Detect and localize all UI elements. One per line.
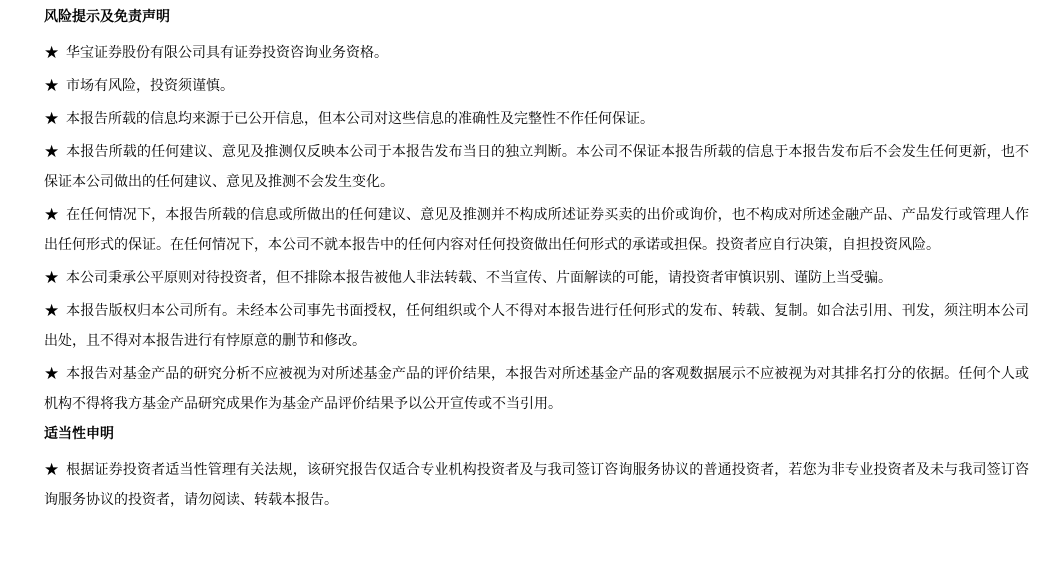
paragraph-text: 华宝证券股份有限公司具有证券投资咨询业务资格。 xyxy=(66,45,388,61)
star-bullet-icon: ★ xyxy=(44,142,60,162)
star-bullet-icon: ★ xyxy=(44,109,60,129)
paragraph xyxy=(44,455,1029,515)
star-bullet-icon: ★ xyxy=(44,76,60,96)
paragraph-text: 本报告对基金产品的研究分析不应被视为对所述基金产品的评价结果，本报告对所述基金产品的客观数据展示不应被视为对其排名打分的依据。任何个人或机构不得将我方基金产品研究成果作为基金产品评价结果予以公开宣传或不当引用。 xyxy=(44,366,1029,412)
star-bullet-icon: ★ xyxy=(44,205,60,225)
paragraph xyxy=(44,263,1029,293)
paragraph-text: 市场有风险，投资须谨慎。 xyxy=(66,78,234,94)
star-bullet-icon: ★ xyxy=(44,460,60,480)
star-bullet-icon: ★ xyxy=(44,268,60,288)
paragraph-text: 在任何情况下，本报告所载的信息或所做出的任何建议、意见及推测并不构成所述证券买卖的出价或询价，也不构成对所述金融产品、产品发行或管理人作出任何形式的保证。在任何情况下，本公司不就本报告中的任何内容对任何投资做出任何形式的承诺或担保。投资者应自行决策，自担投资风险。 xyxy=(44,207,1029,253)
paragraph xyxy=(44,71,1029,101)
star-bullet-icon: ★ xyxy=(44,43,60,63)
disclaimer-document xyxy=(44,6,1029,518)
star-bullet-icon: ★ xyxy=(44,301,60,321)
paragraph xyxy=(44,137,1029,197)
risk-disclaimer-section xyxy=(44,6,1029,419)
paragraph xyxy=(44,359,1029,419)
paragraph xyxy=(44,104,1029,134)
suitability-section xyxy=(44,423,1029,515)
section-title: 风险提示及免责声明 xyxy=(44,9,170,25)
paragraph xyxy=(44,200,1029,260)
paragraph xyxy=(44,38,1029,68)
star-bullet-icon: ★ xyxy=(44,364,60,384)
paragraph-text: 本公司秉承公平原则对待投资者，但不排除本报告被他人非法转载、不当宣传、片面解读的可能，请投资者审慎识别、谨防上当受骗。 xyxy=(66,270,892,286)
paragraph xyxy=(44,296,1029,356)
paragraph-text: 本报告所载的任何建议、意见及推测仅反映本公司于本报告发布当日的独立判断。本公司不保证本报告所载的信息于本报告发布后不会发生任何更新，也不保证本公司做出的任何建议、意见及推测不会发生变化。 xyxy=(44,144,1029,190)
paragraph-text: 本报告所载的信息均来源于已公开信息，但本公司对这些信息的准确性及完整性不作任何保证。 xyxy=(66,111,654,127)
section-title: 适当性申明 xyxy=(44,426,114,442)
paragraph-text: 根据证券投资者适当性管理有关法规，该研究报告仅适合专业机构投资者及与我司签订咨询服务协议的普通投资者，若您为非专业投资者及未与我司签订咨询服务协议的投资者，请勿阅读、转载本报告。 xyxy=(44,462,1029,508)
paragraph-text: 本报告版权归本公司所有。未经本公司事先书面授权，任何组织或个人不得对本报告进行任何形式的发布、转载、复制。如合法引用、刊发，须注明本公司出处，且不得对本报告进行有悖原意的删节和修改。 xyxy=(44,303,1029,349)
